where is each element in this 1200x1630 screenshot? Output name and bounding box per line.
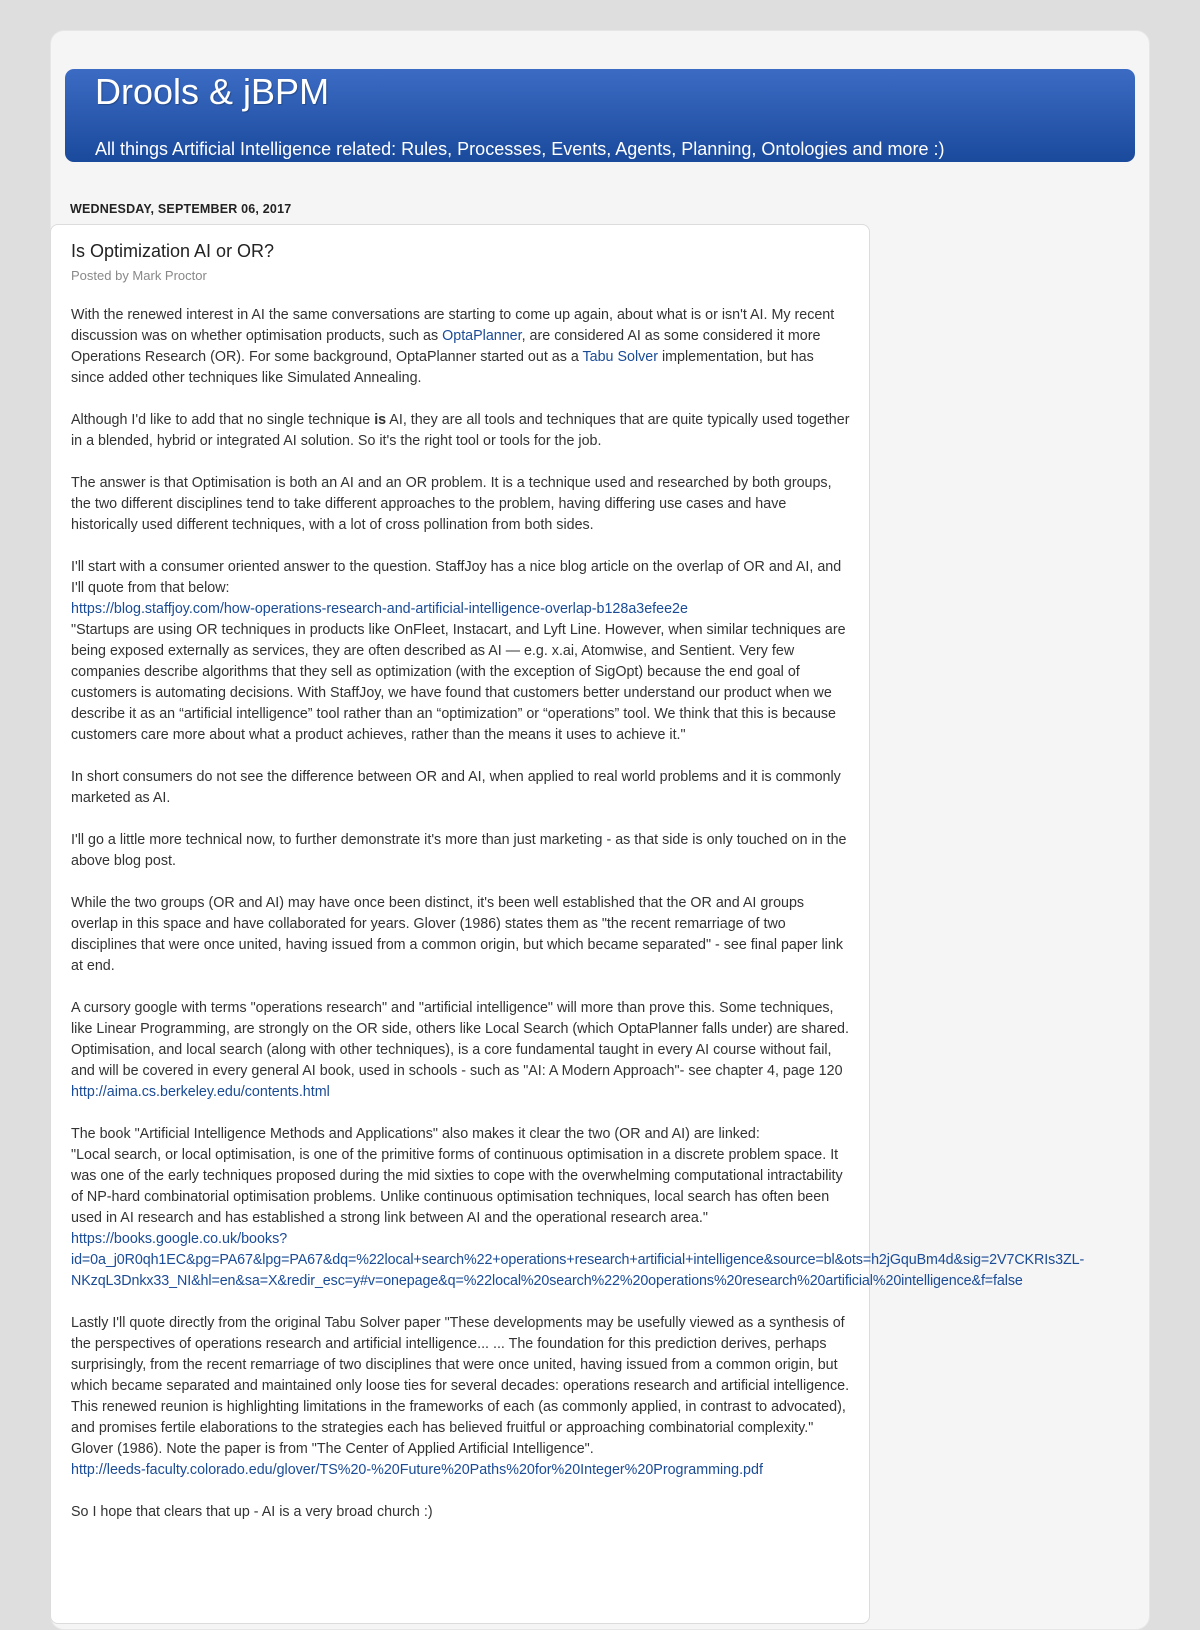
quote-text: "Local search, or local optimisation, is one of the primitive forms of continuous optimisation in a discrete problem space. It was one of the early techniques proposed during the mid sixties to cope with the overwhelming computational intractability of NP-hard combinatorial optimisation problems. Unlike continuous optimisation techniques, local search has often been used in AI research and has established a strong link between AI and the operational research area." — [71, 1147, 843, 1226]
blog-header — [65, 69, 1135, 162]
paragraph-6: I'll go a little more technical now, to further demonstrate it's more than just marketing - as that side is only touched on in the above blog post. — [71, 832, 847, 869]
bold-text: is — [374, 412, 387, 428]
paragraph-10 — [71, 1313, 851, 1481]
paragraph-9 — [71, 1124, 1085, 1292]
tabu-solver-link[interactable]: Tabu Solver — [582, 349, 658, 365]
glover-paper-link[interactable]: http://leeds-faculty.colorado.edu/glover/TS%20-%20Future%20Paths%20for%20Integer%20Programming.pdf — [71, 1462, 763, 1478]
text: , are considered AI as some considered it more Operations Research (OR). For some background, OptaPlanner started out as a — [71, 328, 821, 365]
post-title[interactable]: Is Optimization AI or OR? — [71, 241, 275, 261]
text: Lastly I'll quote directly from the original Tabu Solver paper "These developments may be usefully viewed as a synthesis of the perspectives of operations research and artificial intelligence... ... The foundation for this prediction derives, perhaps surprisingly, from the recent remarriage of two disciplines that were once united, having issued from a common origin, but which became separated and maintained only loose ties for several decades: operations research and artificial intelligence. This renewed reunion is highlighting limitations in the frameworks of each (as commonly applied, in contrast to advocated), and promises fertile elaborations to the strategies each has believed fruitful or approaching combinatorial complexity." Glover (1986). Note the paper is from "The Center of Applied Artificial Intelligence". — [71, 1315, 850, 1457]
post-body — [71, 305, 1085, 1544]
text: implementation, but has since added other techniques like Simulated Annealing. — [71, 349, 814, 386]
blog-description: All things Artificial Intelligence related: Rules, Processes, Events, Agents, Planning, Ontologies and more :) — [95, 139, 945, 159]
post-author: Posted by Mark Proctor — [71, 268, 207, 283]
link-line: id=0a_j0R0qh1EC&pg=PA67&lpg=PA67&dq=%22local+search%22+operations+research+artificial+intelligence&source=bl&ots=h2jGquBm4d&sig=2V7CKRIs3ZL- — [71, 1252, 1085, 1268]
text: With the renewed interest in AI the same conversations are starting to come up again, about what is or isn't AI. My recent discussion was on whether optimisation products, such as — [71, 307, 835, 344]
staffjoy-link[interactable]: https://blog.staffjoy.com/how-operations-research-and-artificial-intelligence-overlap-b128a3efee2e — [71, 601, 688, 617]
link-line: NKzqL3Dnkx33_NI&hl=en&sa=X&redir_esc=y#v=onepage&q=%22local%20search%22%20operations%20research%20artificial%20intelligence&f=false — [71, 1273, 1023, 1289]
paragraph-11: So I hope that clears that up - AI is a very broad church :) — [71, 1504, 433, 1520]
optaplanner-link[interactable]: OptaPlanner — [442, 328, 522, 344]
aima-link[interactable]: http://aima.cs.berkeley.edu/contents.html — [71, 1084, 330, 1100]
text: A cursory google with terms "operations research" and "artificial intelligence" will more than prove this. Some techniques, like Linear Programming, are strongly on the OR side, others like Local Search (which OptaPlanner falls under) are shared. Optimisation, and local search (along with other techniques), is a core fundamental taught in every AI course without fail, and will be covered in every general AI book, used in schools - such as "AI: A Modern Approach"- see chapter 4, page 120 — [71, 1000, 849, 1079]
paragraph-8 — [71, 998, 851, 1103]
text: The book "Artificial Intelligence Methods and Applications" also makes it clear the two (OR and AI) are linked: — [71, 1126, 760, 1142]
paragraph-7: While the two groups (OR and AI) may have once been distinct, it's been well established that the OR and AI groups overlap in this space and have collaborated for years. Glover (1986) states them as "the recent remarriage of two disciplines that were once united, having issued from a common origin, but which became separated" - see final paper link at end. — [71, 895, 843, 974]
blog-title[interactable]: Drools & jBPM — [95, 71, 330, 112]
text: Although I'd like to add that no single technique — [71, 412, 375, 428]
text: I'll start with a consumer oriented answer to the question. StaffJoy has a nice blog article on the overlap of OR and AI, and I'll quote from that below: — [71, 559, 842, 596]
link-line: https://books.google.co.uk/books? — [71, 1231, 288, 1247]
quote-text: "Startups are using OR techniques in products like OnFleet, Instacart, and Lyft Line. However, when similar techniques are being exposed externally as services, they are often described as AI — e.g. x.ai, Atomwise, and Sentient. Very few companies describe algorithms that they sell as optimization (with the exception of SigOpt) because the end goal of customers is automating decisions. With StaffJoy, we have found that customers better understand our product when we describe it as an “artificial intelligence” tool rather than an “optimization” or “operations” tool. We think that this is because customers care more about what a product achieves, rather than the means it uses to achieve it." — [71, 622, 846, 743]
paragraph-3: The answer is that Optimisation is both an AI and an OR problem. It is a technique used and researched by both groups, the two different disciplines tend to take different approaches to the problem, having differing use cases and have historically used different techniques, with a lot of cross pollination from both sides. — [71, 475, 832, 533]
post-date: WEDNESDAY, SEPTEMBER 06, 2017 — [70, 202, 292, 216]
paragraph-5: In short consumers do not see the difference between OR and AI, when applied to real world problems and it is commonly marketed as AI. — [71, 769, 841, 806]
paragraph-1 — [71, 305, 851, 389]
paragraph-4 — [71, 557, 851, 746]
text: AI, they are all tools and techniques that are quite typically used together in a blended, hybrid or integrated AI solution. So it's the right tool or tools for the job. — [71, 412, 850, 449]
paragraph-2 — [71, 410, 851, 452]
